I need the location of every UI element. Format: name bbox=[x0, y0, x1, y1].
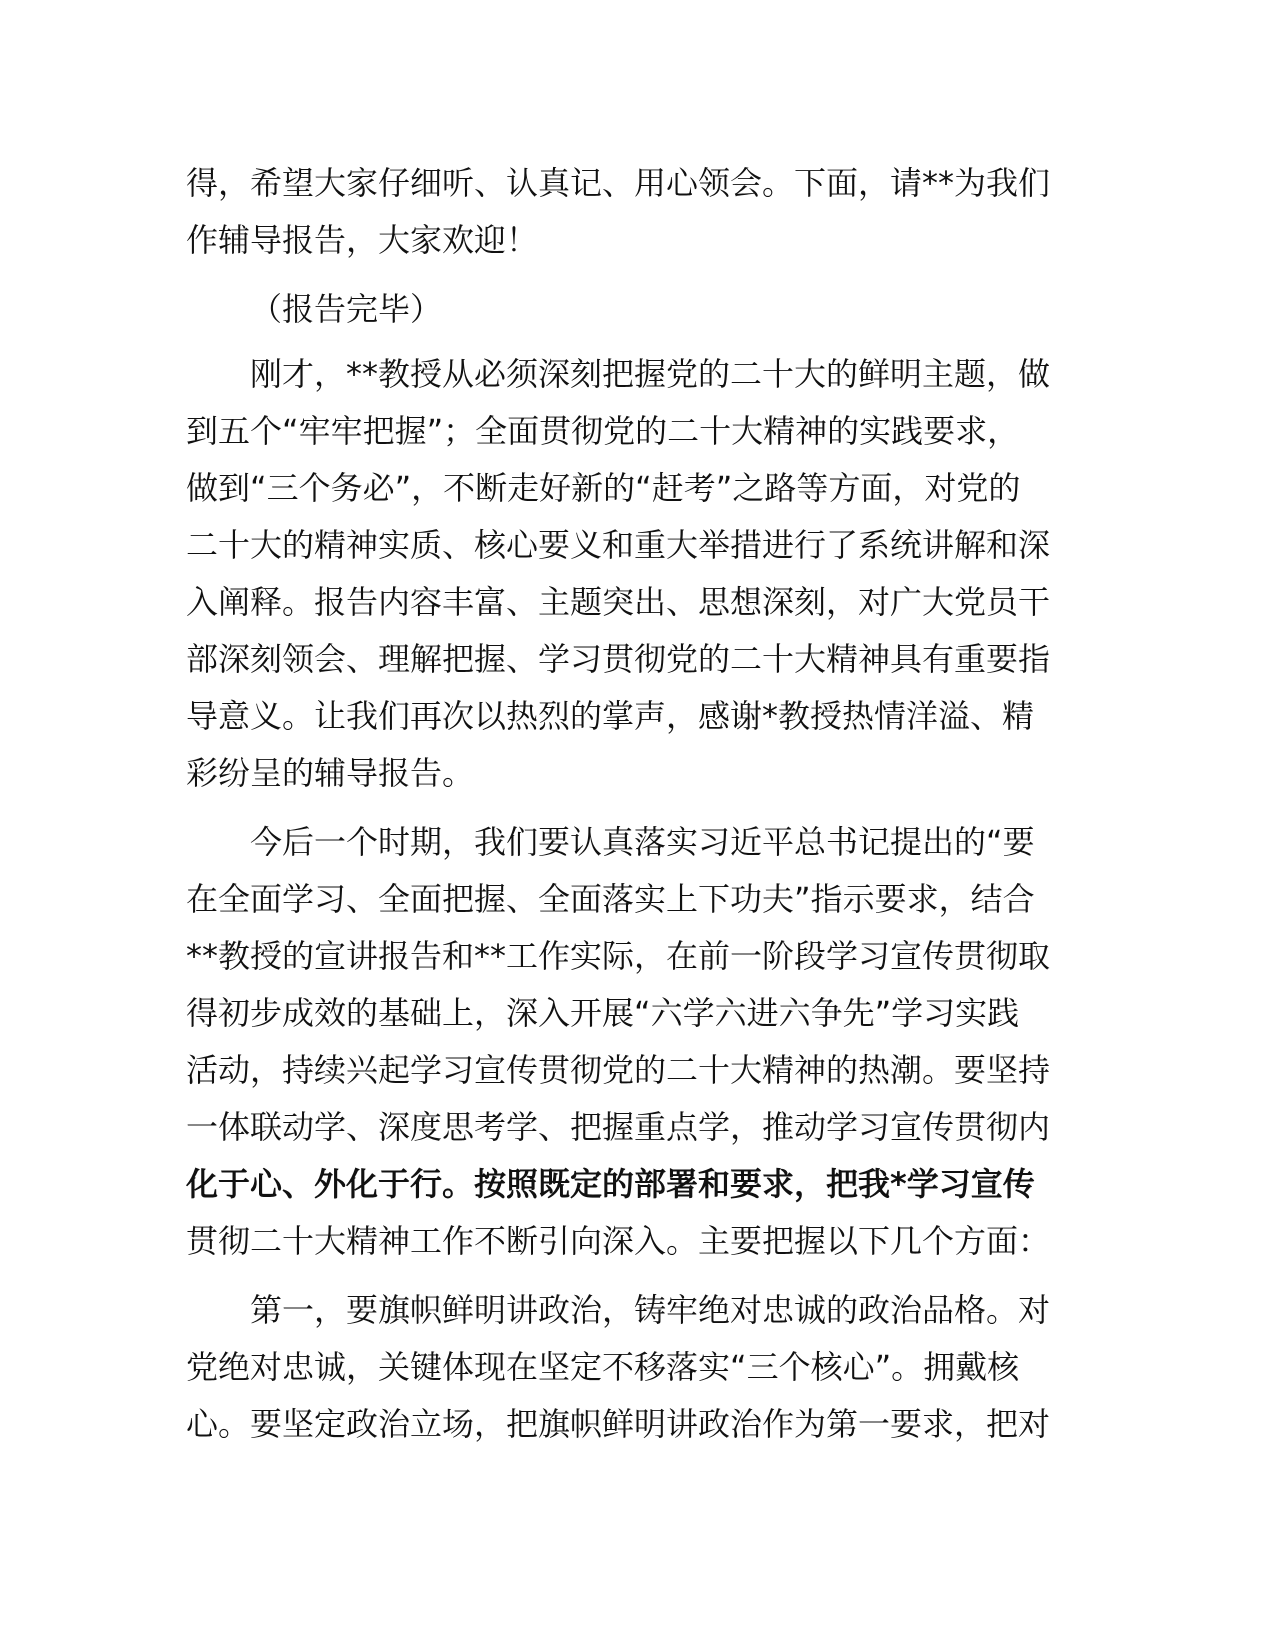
note-paragraph bbox=[186, 281, 1086, 338]
text-line: 作辅导报告，大家欢迎！ bbox=[186, 221, 539, 259]
text-line: 一体联动学、深度思考学、把握重点学，推动学习宣传贯彻内 bbox=[186, 1108, 1051, 1146]
text-line: 二十大的精神实质、核心要义和重大举措进行了系统讲解和深 bbox=[186, 526, 1051, 564]
text-line: 今后一个时期，我们要认真落实习近平总书记提出的“要 bbox=[250, 823, 1035, 861]
text-line: **教授的宣讲报告和**工作实际，在前一阶段学习宣传贯彻取 bbox=[186, 937, 1051, 975]
text-line: 化于心、外化于行。按照既定的部署和要求，把我*学习宣传 bbox=[186, 1165, 1035, 1203]
text-line: 得，希望大家仔细听、认真记、用心领会。下面，请**为我们 bbox=[186, 164, 1051, 202]
text-line: 彩纷呈的辅导报告。 bbox=[186, 754, 475, 792]
text-line: 得初步成效的基础上，深入开展“六学六进六争先”学习实践 bbox=[186, 994, 1020, 1032]
text-line: 到五个“牢牢把握”；全面贯彻党的二十大精神的实践要求， bbox=[186, 412, 1020, 450]
paragraph-1 bbox=[186, 155, 1086, 269]
report-end-note: （报告完毕） bbox=[250, 290, 443, 328]
text-line: 刚才，**教授从必须深刻把握党的二十大的鲜明主题，做 bbox=[250, 355, 1051, 393]
document-body bbox=[186, 155, 1086, 1453]
text-line: 活动，持续兴起学习宣传贯彻党的二十大精神的热潮。要坚持 bbox=[186, 1051, 1051, 1089]
text-line: 部深刻领会、理解把握、学习贯彻党的二十大精神具有重要指 bbox=[186, 640, 1051, 678]
paragraph-3 bbox=[186, 814, 1086, 1270]
text-line: 心。要坚定政治立场，把旗帜鲜明讲政治作为第一要求，把对 bbox=[186, 1405, 1051, 1443]
text-line: 党绝对忠诚，关键体现在坚定不移落实“三个核心”。拥戴核 bbox=[186, 1348, 1020, 1386]
text-line: 导意义。让我们再次以热烈的掌声，感谢*教授热情洋溢、精 bbox=[186, 697, 1035, 735]
text-line: 第一，要旗帜鲜明讲政治，铸牢绝对忠诚的政治品格。对 bbox=[250, 1291, 1051, 1329]
text-line: 入阐释。报告内容丰富、主题突出、思想深刻，对广大党员干 bbox=[186, 583, 1051, 621]
text-line: 在全面学习、全面把握、全面落实上下功夫”指示要求，结合 bbox=[186, 880, 1035, 918]
text-line: 贯彻二十大精神工作不断引向深入。主要把握以下几个方面： bbox=[186, 1222, 1051, 1260]
paragraph-2 bbox=[186, 346, 1086, 802]
paragraph-4 bbox=[186, 1282, 1086, 1453]
text-line: 做到“三个务必”，不断走好新的“赶考”之路等方面，对党的 bbox=[186, 469, 1021, 507]
